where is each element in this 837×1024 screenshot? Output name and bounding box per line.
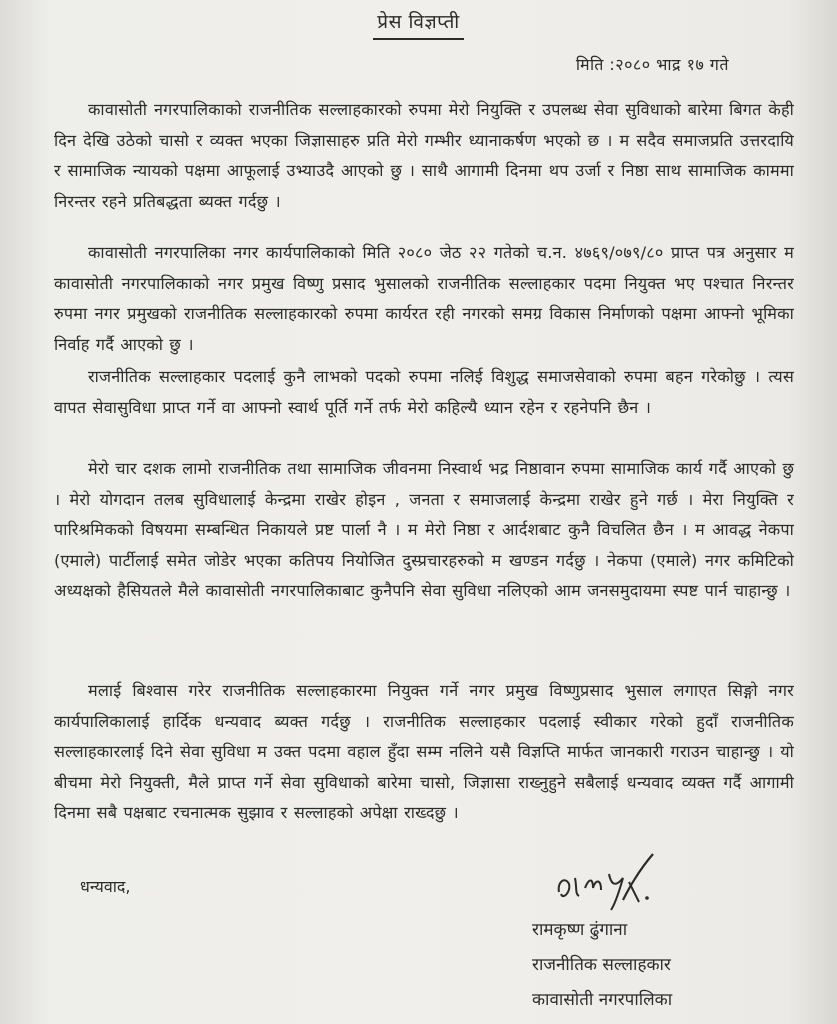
document-date: मिति :२०८० भाद्र १७ गते [575,55,729,74]
paragraph-5: मलाई बिश्वास गरेर राजनीतिक सल्लाहकारमा नियुक्त गर्ने नगर प्रमुख विष्णुप्रसाद भुसाल लगाएत सिङ्गो नगर कार्यपालिकालाई हार्दिक धन्यवाद ब्यक्त गर्दछु । राजनीतिक सल्लाहकार पदलाई स्वीकार गरेको हुदाँ राजनीतिक सल्लाहकारलाई दिने सेवा सुविधा म उक्त पदमा वहाल हुँदा सम्म नलिने यसै विज्ञप्ति मार्फत जानकारी गराउन चाहान्छु । यो बीचमा मेरो नियुक्ती, मैले प्राप्त गर्ने सेवा सुविधाको बारेमा चासो, जिज्ञासा राख्नुहुने सबैलाई धन्यवाद व्यक्त गर्दै आगामी दिनमा सबै पक्षबाट रचनात्मक सुझाव र सल्लाहको अपेक्षा राख्दछु । [54,681,794,822]
paragraph-1: कावासोती नगरपालिकाको राजनीतिक सल्लाहकारको रुपमा मेरो नियुक्ति र उपलब्ध सेवा सुविधाको बारेमा बिगत केही दिन देखि उठेको चासो र व्यक्त भएका जिज्ञासाहरु प्रति मेरो गम्भीर ध्यानाकर्षण भएको छ । म सदैव समाजप्रति उत्तरदायि र सामाजिक न्यायको पक्षमा आफूलाई उभ्याउदै आएको छु । साथै आगामी दिनमा थप उर्जा र निष्ठा साथ सामाजिक काममा निरन्तर रहने प्रतिबद्धता ब्यक्त गर्दछु । [54,100,794,211]
closing-thanks: धन्यवाद, [80,877,131,896]
document-title [0,8,837,40]
paragraph-3: राजनीतिक सल्लाहकार पदलाई कुनै लाभको पदको रुपमा नलिई विशुद्ध समाजसेवाको रुपमा बहन गरेकोछु । त्यस वापत सेवासुविधा प्राप्त गर्ने वा आफ्नो स्वार्थ पूर्ति गर्ने तर्फ मेरो कहिल्यै ध्यान रहेन र रहनेपनि छैन । [54,367,794,417]
signer-office: कावासोती नगरपालिका [532,990,673,1010]
document-title-text: प्रेस विज्ञप्ती [373,8,463,40]
handwritten-signature [553,848,663,918]
paragraph-2: कावासोती नगरपालिका नगर कार्यपालिकाको मिति २०८० जेठ २२ गतेको च.न. ४७६९/०७९/८० प्राप्त पत्र अनुसार म कावासोती नगरपालिकाको नगर प्रमुख विष्णु प्रसाद भुसालको राजनीतिक सल्लाहकार पदमा नियुक्त भए पश्चात निरन्तर रुपमा नगर प्रमुखको राजनीतिक सल्लाहकारको रुपमा कार्यरत रही नगरको समग्र विकास निर्माणको पक्षमा आफ्नो भूमिका निर्वाह गर्दै आएको छु । [54,243,794,354]
paragraph-4: मेरो चार दशक लामो राजनीतिक तथा सामाजिक जीवनमा निस्वार्थ भद्र निष्ठावान रुपमा सामाजिक कार्य गर्दै आएको छु । मेरो योगदान तलब सुविधालाई केन्द्रमा राखेर होइन , जनता र समाजलाई केन्द्रमा राखेर हुने गर्छ । मेरा नियुक्ति र पारिश्रमिकको विषयमा सम्बन्धित निकायले प्रष्ट पार्ला नै । म मेरो निष्ठा र आर्दशबाट कुनै विचलित छैन । म आवद्ध नेकपा (एमाले) पार्टीलाई समेत जोडेर भएका कतिपय नियोजित दुस्प्रचारहरुको म खण्डन गर्दछु । नेकपा (एमाले) नगर कमिटिको अध्यक्षको हैसियतले मैले कावासोती नगरपालिकाबाट कुनैपनि सेवा सुविधा नलिएको आम जनसमुदायमा स्पष्ट पार्न चाहान्छु । [54,459,794,600]
signer-block [532,913,672,1018]
signer-designation: राजनीतिक सल्लाहकार [532,955,671,975]
signer-name: रामकृष्ण ढुंगाना [532,920,628,940]
